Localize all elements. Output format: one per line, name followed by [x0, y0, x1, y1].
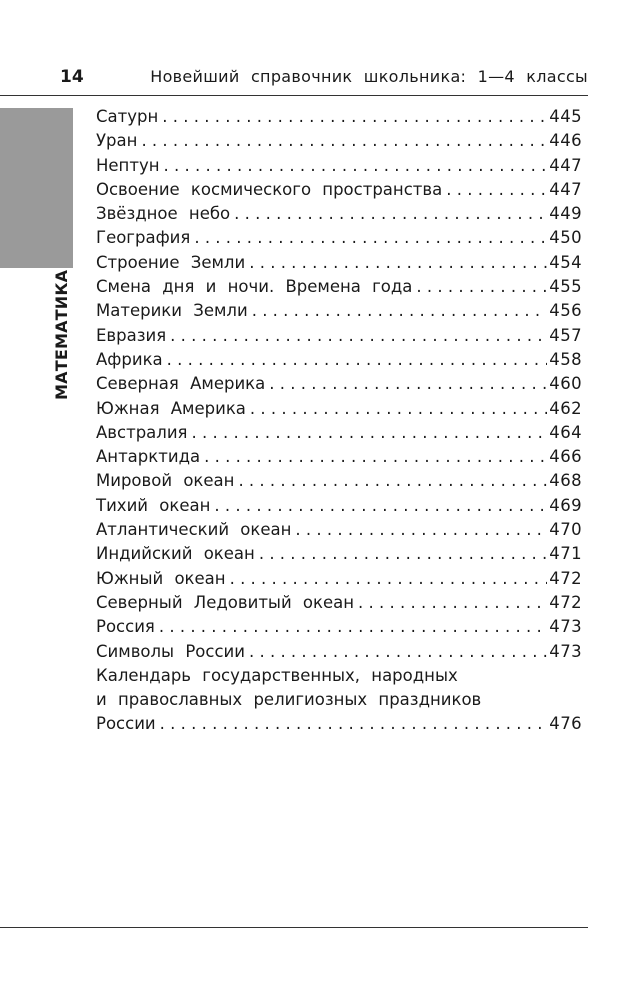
- toc-entry-title: Антарктида: [96, 447, 201, 467]
- dot-leader: [194, 226, 547, 250]
- toc-entry-title: Атлантический океан: [96, 520, 292, 540]
- toc-entry-page: 460: [549, 374, 582, 394]
- dot-leader: [252, 299, 548, 323]
- toc-entry-title: Южная Америка: [96, 398, 246, 418]
- toc-entry-title: Символы России: [96, 641, 245, 661]
- toc-entry: [96, 712, 582, 736]
- toc-entry: [96, 445, 582, 469]
- dot-leader: [170, 324, 547, 348]
- toc-entry-title: География: [96, 228, 191, 248]
- toc-entry-page: 457: [549, 325, 582, 345]
- dot-leader: [259, 542, 547, 566]
- dot-leader: [238, 469, 547, 493]
- toc-entry: [96, 397, 582, 421]
- toc-entry-title: Сатурн: [96, 107, 159, 126]
- toc-entry-page: 445: [549, 107, 582, 126]
- toc-entry: [96, 226, 582, 250]
- toc-entry: [96, 640, 582, 664]
- toc-entry: [96, 178, 582, 202]
- dot-leader: [249, 251, 547, 275]
- dot-leader: [358, 591, 547, 615]
- toc-entry: [96, 567, 582, 591]
- toc-entry-page: 449: [549, 204, 582, 224]
- toc-entry-title: Индийский океан: [96, 544, 255, 564]
- dot-leader: [164, 154, 548, 178]
- toc-entry-page: 468: [549, 471, 582, 491]
- toc-entry: [96, 494, 582, 518]
- toc-entry: [96, 251, 582, 275]
- toc-entry-title: Северный Ледовитый океан: [96, 592, 355, 612]
- toc-entry-page: 458: [549, 349, 582, 369]
- toc-entry: [96, 542, 582, 566]
- dot-leader: [234, 202, 547, 226]
- toc-entry-title: Нептун: [96, 155, 160, 175]
- toc-entry-page: 455: [549, 277, 582, 297]
- toc-entry-title: Австралия: [96, 422, 188, 442]
- toc-entry: [96, 299, 582, 323]
- toc-entry-title: Евразия: [96, 325, 167, 345]
- toc-entry: [96, 518, 582, 542]
- toc-entry-page: 472: [549, 568, 582, 588]
- toc-entry-title: Северная Америка: [96, 374, 266, 394]
- toc-entry: [96, 324, 582, 348]
- toc-entry-page: 447: [549, 155, 582, 175]
- toc-entry-title: Звёздное небо: [96, 204, 231, 224]
- toc-entry: [96, 202, 582, 226]
- table-of-contents: [96, 105, 582, 737]
- dot-leader: [295, 518, 547, 542]
- toc-entry-page: 464: [549, 422, 582, 442]
- toc-entry-page: 472: [549, 592, 582, 612]
- toc-multiline-title-line: Календарь государственных, народных: [96, 665, 458, 685]
- dot-leader: [204, 445, 547, 469]
- toc-entry-title: Южный океан: [96, 568, 226, 588]
- toc-entry: [96, 615, 582, 639]
- dot-leader: [191, 421, 547, 445]
- toc-entry-title: Строение Земли: [96, 252, 246, 272]
- toc-entry-page: 454: [549, 252, 582, 272]
- toc-entry-title: Уран: [96, 131, 138, 151]
- toc-entry: [96, 372, 582, 396]
- toc-entry-page: 466: [549, 447, 582, 467]
- toc-entry-title: Материки Земли: [96, 301, 248, 321]
- toc-entry-title: Освоение космического пространства: [96, 179, 443, 199]
- toc-entry: [96, 275, 582, 299]
- toc-entry-title: Мировой океан: [96, 471, 235, 491]
- toc-entry: [96, 154, 582, 178]
- toc-entry: [96, 105, 582, 129]
- toc-entry-title: России: [96, 714, 156, 734]
- dot-leader: [230, 567, 548, 591]
- toc-entry-title: Россия: [96, 617, 155, 637]
- toc-entry: [96, 348, 582, 372]
- toc-entry-page: 470: [549, 520, 582, 540]
- dot-leader: [269, 372, 547, 396]
- page-header: [0, 64, 588, 90]
- toc-entry-page: 462: [549, 398, 582, 418]
- dot-leader: [214, 494, 547, 518]
- dot-leader: [160, 712, 548, 736]
- section-label: МАТЕМАТИКА: [52, 269, 71, 400]
- toc-entry: [96, 129, 582, 153]
- toc-entry-page: 473: [549, 617, 582, 637]
- header-divider: [0, 95, 588, 96]
- footer-divider: [0, 927, 588, 928]
- dot-leader: [141, 129, 547, 153]
- toc-entry-page: 476: [549, 714, 582, 734]
- toc-entry-page: 446: [549, 131, 582, 151]
- dot-leader: [162, 105, 547, 129]
- toc-entry: [96, 469, 582, 493]
- toc-entry-title: Африка: [96, 349, 163, 369]
- section-thumb-tab: [0, 108, 73, 268]
- toc-entry-title: Смена дня и ночи. Времена года: [96, 277, 413, 297]
- dot-leader: [249, 640, 547, 664]
- running-title: Новейший справочник школьника: 1—4 классы: [150, 67, 588, 86]
- toc-entry: [96, 421, 582, 445]
- dot-leader: [167, 348, 548, 372]
- toc-entry-page: 469: [549, 495, 582, 515]
- dot-leader: [159, 615, 547, 639]
- toc-entry-page: 473: [549, 641, 582, 661]
- toc-entry-page: 456: [549, 301, 582, 321]
- dot-leader: [250, 397, 547, 421]
- toc-entry: [96, 591, 582, 615]
- toc-entry-page: 447: [549, 179, 582, 199]
- toc-entry-title: Тихий океан: [96, 495, 211, 515]
- dot-leader: [446, 178, 547, 202]
- dot-leader: [416, 275, 547, 299]
- toc-multiline-title-line: и православных религиозных праздников: [96, 690, 482, 710]
- toc-entry-page: 471: [549, 544, 582, 564]
- page-number: 14: [60, 67, 84, 87]
- toc-entry-page: 450: [549, 228, 582, 248]
